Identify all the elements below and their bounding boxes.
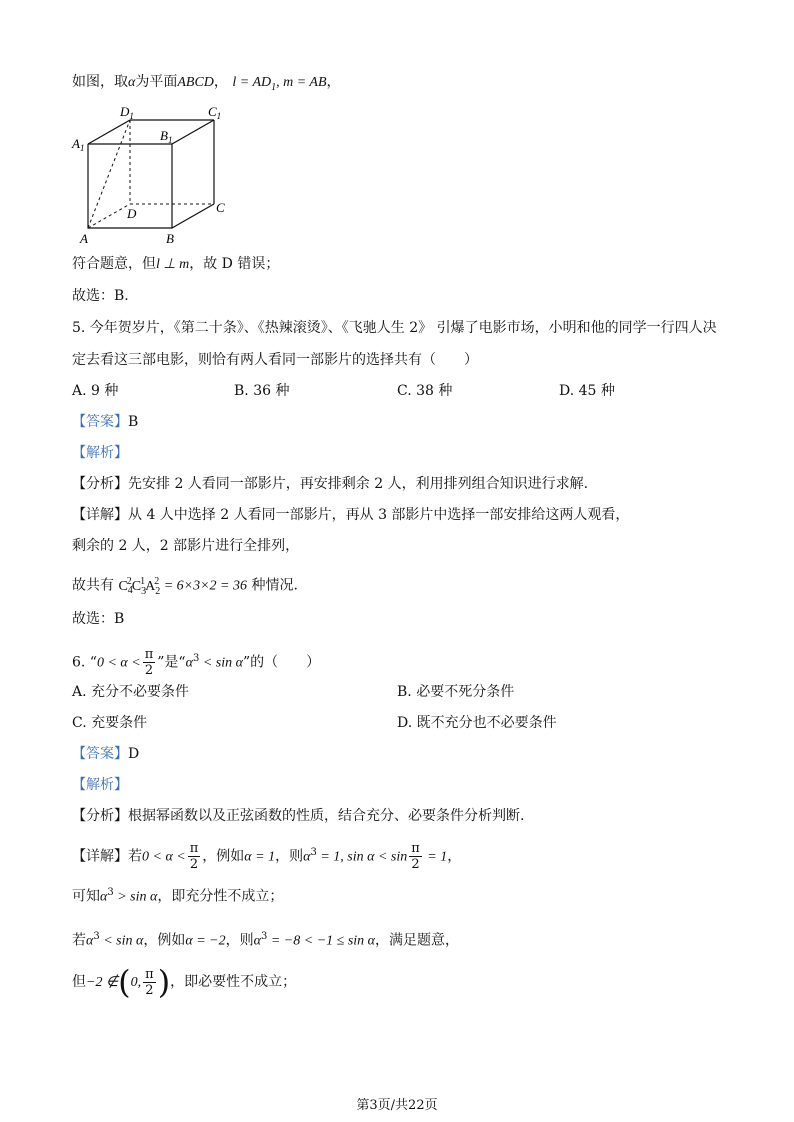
numerator: π xyxy=(411,841,420,857)
cube-figure xyxy=(70,102,240,250)
denominator: 2 xyxy=(144,663,154,679)
text: ”的（ ） xyxy=(242,654,321,671)
text: ，例如 xyxy=(202,848,245,865)
text: 6. “ xyxy=(72,654,97,671)
text: 符合题意，但 xyxy=(72,256,156,272)
math-expr: −2 ∉ xyxy=(86,975,119,990)
q5-option-a: A. 9 种 xyxy=(72,383,119,399)
label-B: B xyxy=(166,231,174,246)
fenxi-text: 先安排 2 人看同一部影片，再安排剩余 2 人，利用排列组合知识进行求解. xyxy=(128,476,589,492)
combination-expr: $C_4^2C_3^1A_2^2$ xyxy=(118,576,161,597)
q6-fenxi xyxy=(72,806,524,826)
exponent: 3 xyxy=(93,931,100,942)
punct: ， xyxy=(213,74,228,90)
xiangjie-tag: 【详解】 xyxy=(72,848,128,865)
fenxi-tag: 【分析】 xyxy=(72,808,128,824)
exponent: 3 xyxy=(192,653,200,664)
math-expr: 0 < α < xyxy=(142,849,186,865)
fraction-pi-over-2 xyxy=(143,967,156,998)
xiangjie-text: 从 4 人中选择 2 人看同一部影片，再从 3 部影片中选择一部安排给这两人观看， xyxy=(128,507,630,523)
intro-text: 如图，取 xyxy=(72,74,128,90)
label-C1: $C_1$ xyxy=(208,104,222,121)
denominator: 2 xyxy=(189,857,199,873)
math-expr: α = −2 xyxy=(185,933,226,949)
math-expr: α xyxy=(303,849,311,865)
fraction-pi-over-2 xyxy=(409,841,422,872)
intro-text: 为平面 xyxy=(135,74,178,90)
q5-option-c: C. 38 种 xyxy=(397,383,453,399)
text: 故共有 xyxy=(72,577,119,594)
text: 若 xyxy=(128,848,142,865)
text: ，即充分性不成立； xyxy=(157,888,284,905)
punct: ， xyxy=(326,74,341,90)
fenxi-text: 根据幂函数以及正弦函数的性质，结合充分、必要条件分析判断. xyxy=(128,808,525,824)
alpha-symbol: α xyxy=(128,75,136,90)
cube-edge xyxy=(172,204,214,228)
label-C: C xyxy=(216,200,225,215)
numerator: π xyxy=(144,647,154,663)
subscript: 1 xyxy=(271,81,277,93)
analysis-tag: 【解析】 xyxy=(72,445,128,461)
math-expr: α xyxy=(253,933,261,949)
denominator: 2 xyxy=(411,857,420,873)
q6-analysis-tag xyxy=(72,775,128,795)
label-A1: $A_1$ xyxy=(72,136,85,153)
text: 种情况. xyxy=(247,577,298,594)
q5-analysis-tag xyxy=(72,443,128,463)
math-expr: l ⊥ m xyxy=(156,257,190,272)
q5-stem-line1: 5. 今年贺岁片，《第二十条》、《热辣滚烫》、《飞驰人生 2》 引爆了电影市场，小明和他的同学一行四人决 xyxy=(72,320,717,336)
math-expr: = −8 < −1 ≤ sin α xyxy=(267,933,376,949)
q5-choose: 故选：B xyxy=(72,611,125,627)
q5-xiangjie-1 xyxy=(72,505,629,525)
analysis-tag: 【解析】 xyxy=(72,777,128,793)
text: ，即必要性不成立； xyxy=(170,974,297,990)
intro-line xyxy=(72,72,341,98)
q5-xiangjie-2: 剩余的 2 人，2 部影片进行全排列， xyxy=(72,538,300,554)
q6-detail-4 xyxy=(72,964,296,1001)
q6-option-a: A. 充分不必要条件 xyxy=(72,684,190,700)
math-expr: l = AD xyxy=(232,75,272,90)
text: ， xyxy=(447,848,462,865)
label-D: D xyxy=(127,206,137,221)
math-expr: α xyxy=(100,889,108,905)
text: ，满足题意， xyxy=(375,932,460,949)
math-expr: > sin α xyxy=(113,889,158,905)
plane-name: ABCD xyxy=(177,75,214,90)
numerator: π xyxy=(145,966,154,982)
math-expr: = 1, sin α < sin xyxy=(316,849,408,865)
right-paren: ) xyxy=(157,963,171,1001)
page-footer: 第3页/共22页 xyxy=(356,1098,438,1113)
label-B1: $B_1$ xyxy=(160,128,173,145)
label-D1: $D_1$ xyxy=(120,104,134,121)
answer-value: D xyxy=(128,746,140,762)
q5-option-b: B. 36 种 xyxy=(234,383,290,399)
left-paren: ( xyxy=(118,963,131,1001)
cube-diagonal-AD1 xyxy=(88,120,130,228)
math-expr: = 1 xyxy=(423,849,448,865)
text: 可知 xyxy=(72,888,100,905)
answer-value: B xyxy=(128,414,139,430)
math-expr: = 6×3×2 = 36 xyxy=(163,578,248,594)
conclusion-line xyxy=(72,254,279,275)
math-expr: 0, xyxy=(130,975,142,990)
xiangjie-tag: 【详解】 xyxy=(72,507,128,523)
fenxi-tag: 【分析】 xyxy=(72,476,128,492)
math-expr: < sin α xyxy=(99,933,144,949)
q6-option-b: B. 必要不死分条件 xyxy=(397,684,515,700)
cube-hidden-edge xyxy=(88,204,130,228)
q6-answer xyxy=(72,744,139,764)
math-expr: α xyxy=(185,655,193,671)
answer-tag: 【答案】 xyxy=(72,746,128,762)
exponent: 3 xyxy=(310,847,317,858)
fraction-pi-over-2 xyxy=(188,841,201,872)
text: ，例如 xyxy=(143,932,186,949)
cube-edge xyxy=(172,120,214,144)
text: ，则 xyxy=(275,848,304,865)
math-expr: α = 1 xyxy=(244,849,276,865)
exponent: 3 xyxy=(107,887,114,898)
q5-fenxi xyxy=(72,474,588,494)
math-expr: 0 < α < xyxy=(96,655,141,671)
text: ”是“ xyxy=(157,654,186,671)
q6-option-c: C. 充要条件 xyxy=(72,715,148,731)
choose-line: 故选：B. xyxy=(72,288,129,304)
q5-answer xyxy=(72,412,138,432)
label-A: A xyxy=(80,231,88,246)
q6-detail-1 xyxy=(72,836,461,875)
q5-calc xyxy=(72,572,298,601)
fraction-pi-over-2 xyxy=(143,647,156,678)
denominator: 2 xyxy=(145,982,154,998)
text: ，故 D 错误； xyxy=(189,256,280,272)
text: ，则 xyxy=(225,932,254,949)
text: 但 xyxy=(72,974,86,990)
q6-option-d: D. 既不充分也不必要条件 xyxy=(397,715,557,731)
q6-detail-2 xyxy=(72,883,283,908)
q5-stem-line2: 定去看这三部电影，则恰有两人看同一部影片的选择共有（ ） xyxy=(72,352,478,368)
answer-tag: 【答案】 xyxy=(72,414,128,430)
q6-stem xyxy=(72,642,320,681)
numerator: π xyxy=(189,841,199,857)
math-expr: < sin α xyxy=(199,655,243,671)
exponent: 3 xyxy=(260,931,268,942)
math-expr: , m = AB xyxy=(276,75,327,90)
q5-option-d: D. 45 种 xyxy=(559,383,615,399)
math-expr: α xyxy=(86,933,94,949)
q6-detail-3 xyxy=(72,927,459,952)
cube-edge xyxy=(88,120,130,144)
text: 若 xyxy=(72,932,86,949)
